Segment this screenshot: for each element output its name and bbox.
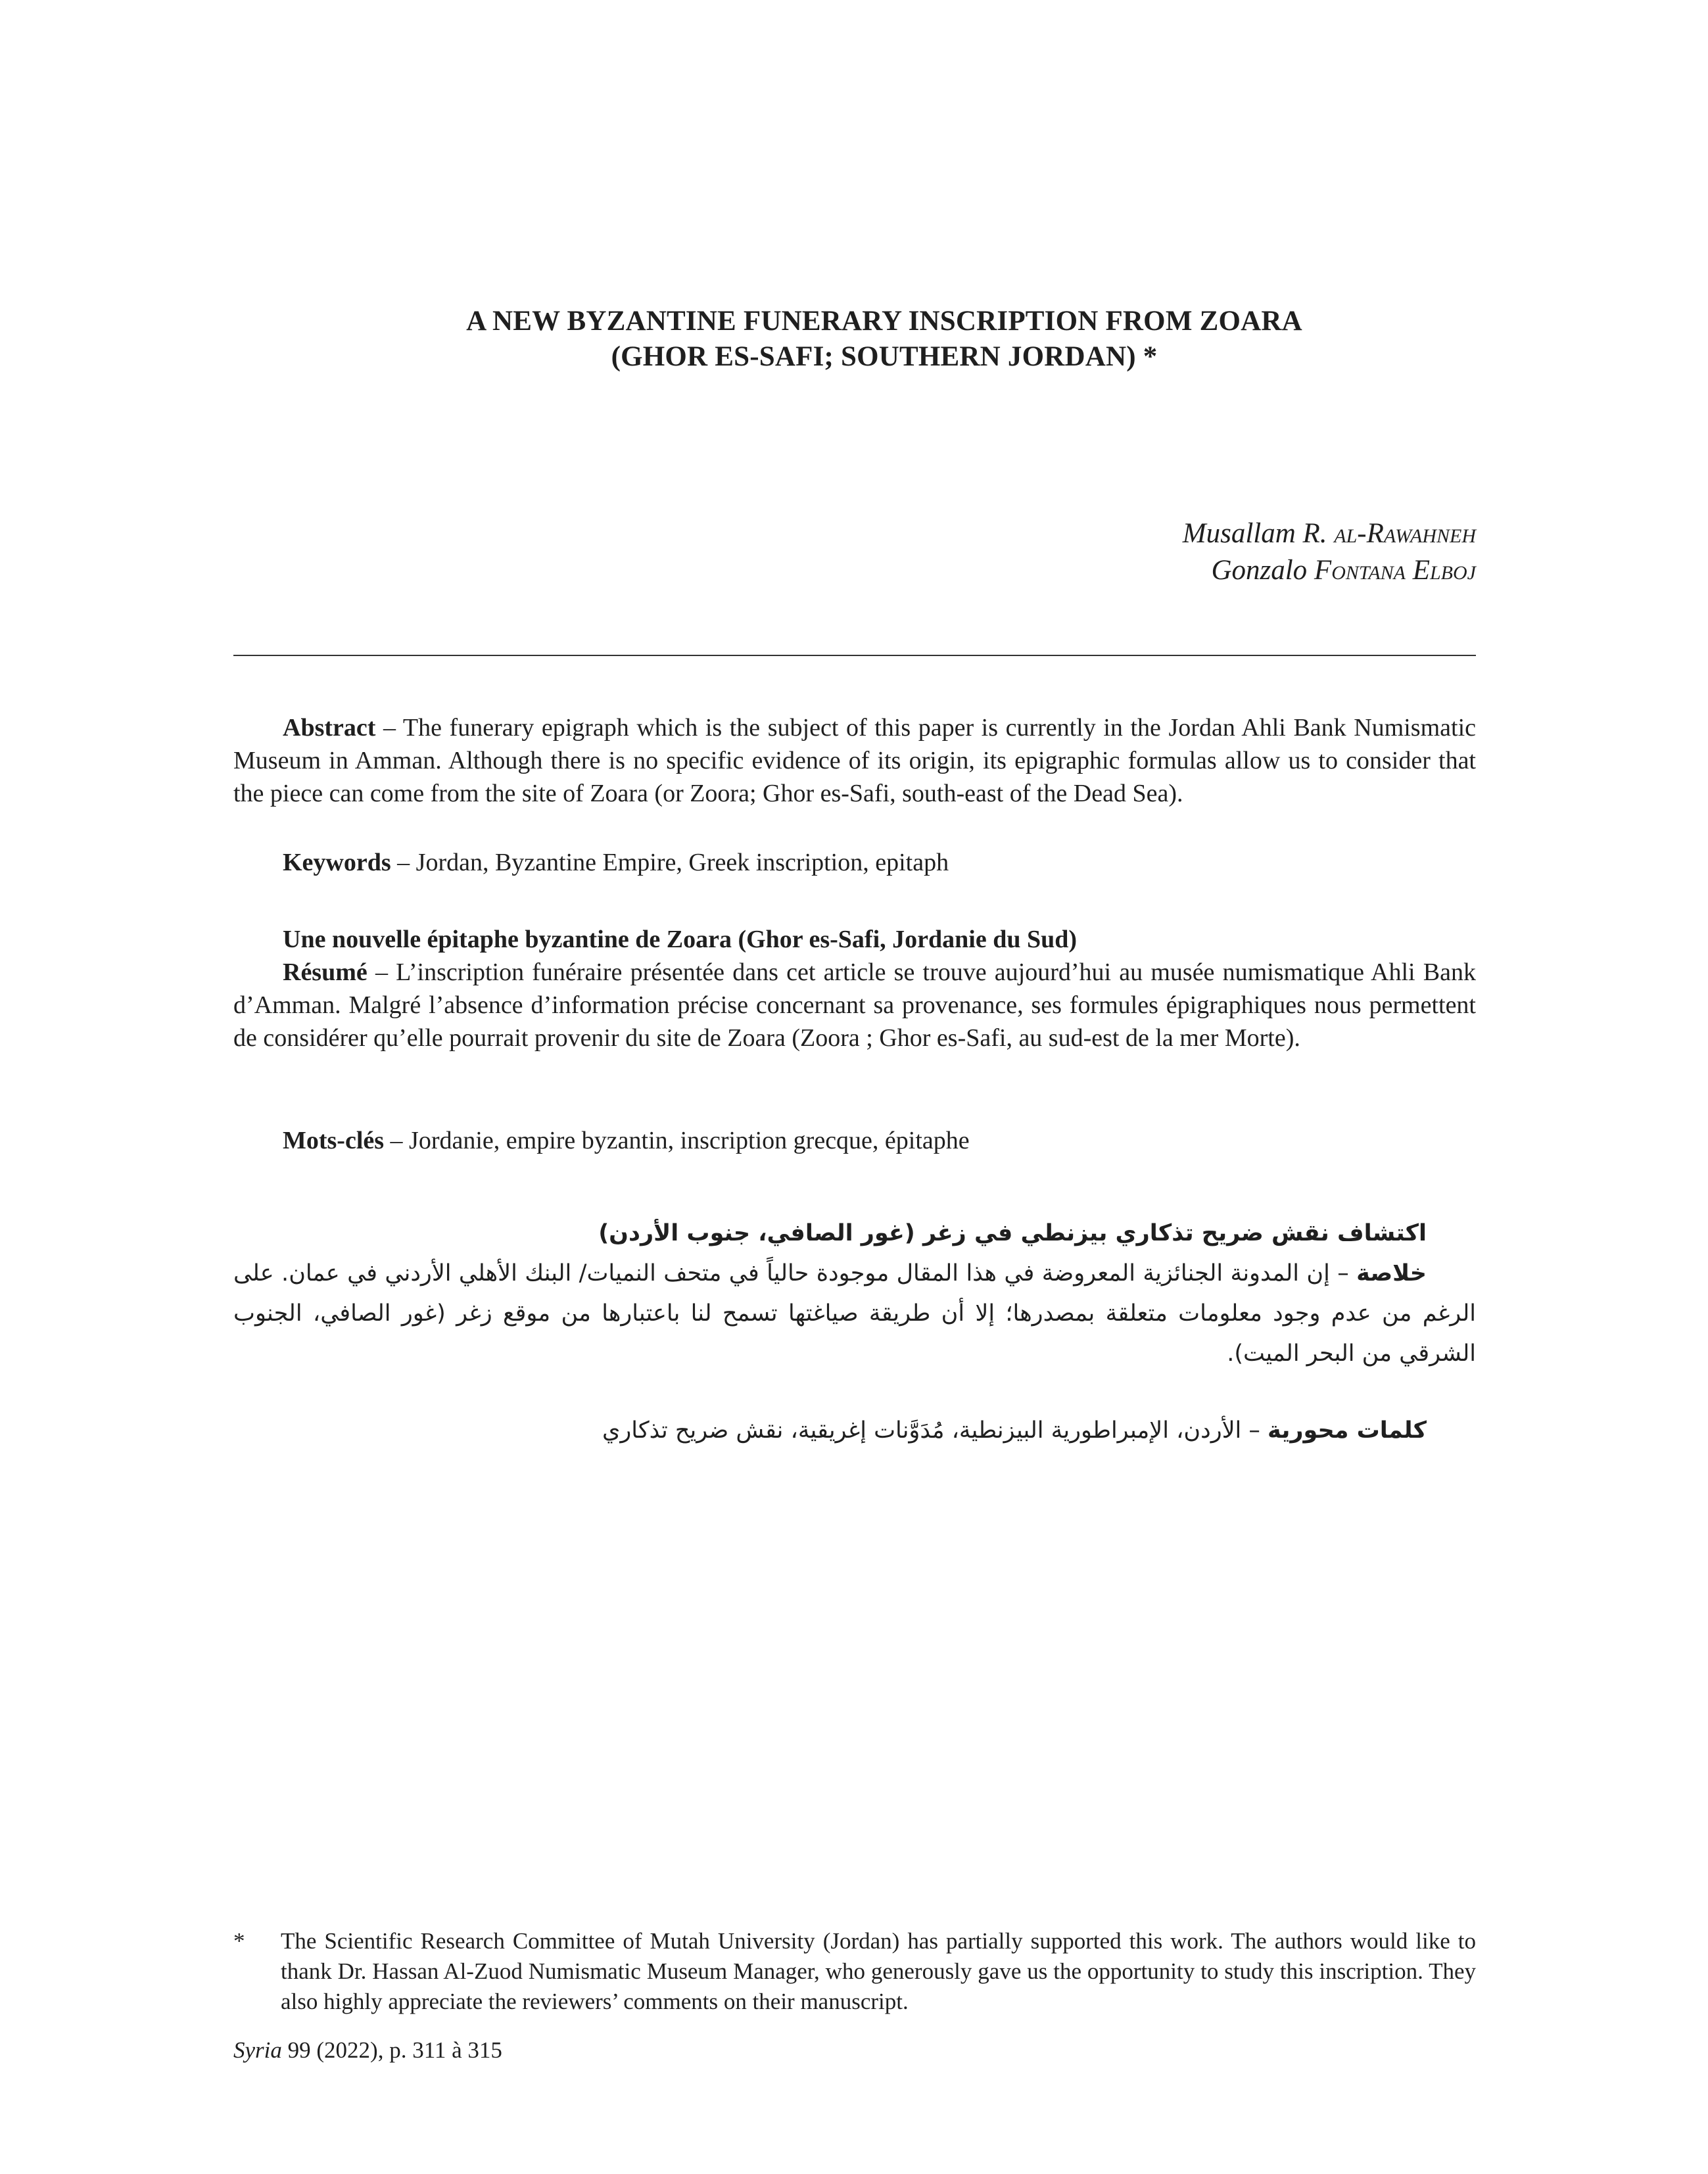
keywords-label: Keywords — [283, 849, 391, 876]
resume-text: – L’inscription funéraire présentée dans cet article se trouve aujourd’hui au musée numismatique Ahli Bank d’Amman. Malgré l’absence d’information précise concernant sa provenance, ses formules épigraphiques nous permettent de considérer qu’elle pourrait provenir du site de Zoara (Zoora ; Ghor es-Safi, au sud-est de la mer Morte). — [233, 958, 1476, 1052]
resume-label: Résumé — [283, 958, 368, 986]
footnote — [233, 1926, 1476, 2017]
title-divider — [233, 655, 1476, 656]
article-title — [233, 304, 1535, 375]
abstract-text: – The funerary epigraph which is the subject of this paper is currently in the Jordan Ahli Bank Numismatic Museum in Amman. Although there is no specific evidence of its origin, its epigraphic formulas allow us to consider that the piece can come from the site of Zoara (or Zoora; Ghor es-Safi, south-east of the Dead Sea). — [233, 714, 1476, 807]
author-2-first: Gonzalo — [1211, 555, 1314, 586]
french-keywords — [233, 1124, 1476, 1157]
arabic-keywords-label: كلمات محورية — [1268, 1417, 1427, 1444]
abstract-label: Abstract — [283, 714, 376, 742]
arabic-abstract-text: – إن المدونة الجنائزية المعروضة في هذا المقال موجودة حالياً في متحف النميات/ البنك الأهلي الأردني في عمان. على الرغم من عدم وجود معلومات متعلقة بمصدرها؛ إلا أن طريقة صياغتها تسمح لنا باعتبارها من موقع زغر (غور الصافي، الجنوب الشرقي من البحر الميت). — [233, 1260, 1476, 1367]
mots-cles-label: Mots-clés — [283, 1127, 385, 1154]
author-list — [1183, 515, 1476, 589]
arabic-title: اكتشاف نقش ضريح تذكاري بيزنطي في زغر (غور الصافي، جنوب الأردن) — [598, 1220, 1427, 1246]
arabic-summary — [233, 1214, 1476, 1374]
journal-citation — [233, 2035, 502, 2066]
title-line-1: A NEW BYZANTINE FUNERARY INSCRIPTION FROM ZOARA — [466, 306, 1302, 337]
footnote-mark: * — [233, 1928, 245, 1954]
french-summary — [233, 956, 1476, 1054]
journal-name: Syria — [233, 2037, 282, 2063]
author-1 — [1183, 515, 1476, 552]
french-title: Une nouvelle épitaphe byzantine de Zoara (Ghor es-Safi, Jordanie du Sud) — [283, 926, 1078, 953]
author-1-last: al-Rawahneh — [1334, 518, 1476, 549]
french-summary-title — [233, 923, 1476, 956]
title-line-2: (GHOR ES-SAFI; SOUTHERN JORDAN) * — [611, 341, 1158, 372]
abstract — [233, 711, 1476, 810]
author-2 — [1183, 552, 1476, 589]
keywords — [233, 846, 1476, 879]
arabic-abstract — [233, 1254, 1476, 1374]
keywords-text: – Jordan, Byzantine Empire, Greek inscription, epitaph — [391, 849, 949, 876]
citation-details: 99 (2022), p. 311 à 315 — [281, 2037, 502, 2063]
author-2-last: Fontana Elboj — [1314, 555, 1476, 586]
arabic-abstract-label: خلاصة — [1356, 1260, 1427, 1287]
arabic-keywords-text: – الأردن، الإمبراطورية البيزنطية، مُدَوَّنات إغريقية، نقش ضريح تذكاري — [602, 1417, 1268, 1444]
mots-cles-text: – Jordanie, empire byzantin, inscription grecque, épitaphe — [384, 1127, 970, 1154]
arabic-keywords-line — [233, 1411, 1476, 1451]
author-1-first: Musallam R. — [1182, 518, 1335, 549]
footnote-text: The Scientific Research Committee of Mutah University (Jordan) has partially supported this work. The authors would like to thank Dr. Hassan Al-Zuod Numismatic Museum Manager, who generously gave us the opportunity to study this inscription. They also highly appreciate the reviewers’ comments on their manuscript. — [281, 1928, 1476, 2014]
arabic-keywords — [233, 1411, 1476, 1451]
